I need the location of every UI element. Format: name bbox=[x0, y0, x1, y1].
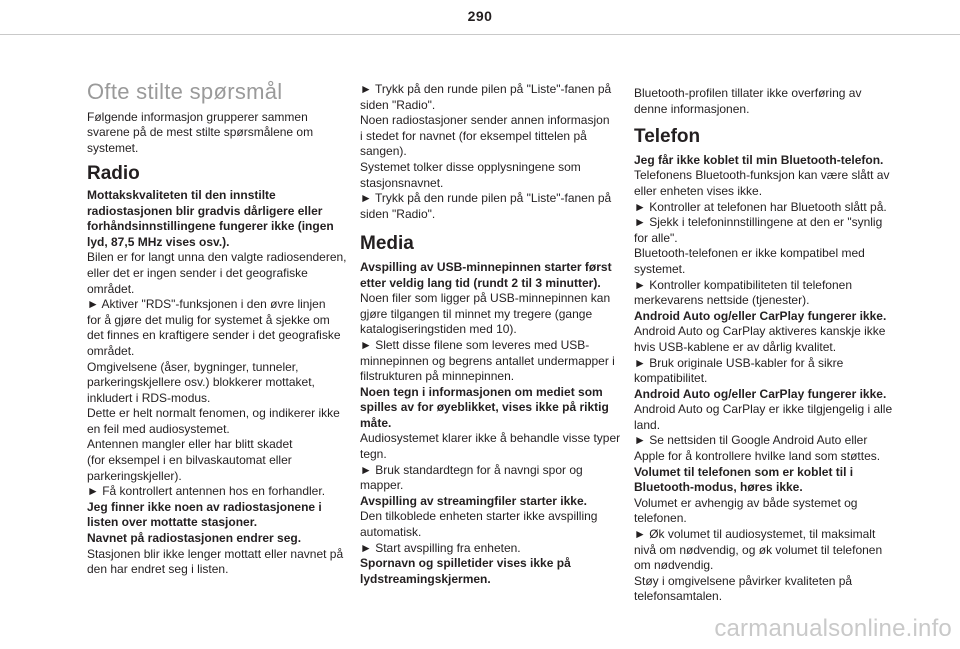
telefon-section-body bbox=[634, 153, 894, 605]
text-line: kompatibilitet. bbox=[634, 371, 708, 386]
text-line: Volumet er avhengig av både systemet og bbox=[634, 495, 858, 510]
column-left bbox=[87, 79, 359, 578]
text-line: systemet. bbox=[634, 261, 686, 276]
text-line: lydstreamingskjermen. bbox=[360, 571, 491, 586]
text-line: ► Trykk på den runde pilen på "Liste"-fanen på bbox=[360, 82, 612, 96]
text-line: sangen). bbox=[360, 144, 407, 159]
text-line: telefonen. bbox=[634, 511, 687, 526]
column-right bbox=[634, 86, 894, 605]
text-line: måte. bbox=[360, 415, 392, 430]
text-line: ► Sjekk i telefoninnstillingene at den er "synlig bbox=[634, 215, 883, 230]
text-line: mapper. bbox=[360, 478, 404, 493]
text-line: Systemet tolker disse opplysningene som bbox=[360, 159, 581, 174]
intro-text bbox=[87, 110, 359, 157]
intro-line: systemet. bbox=[87, 140, 139, 155]
text-line: eller det er ingen sender i det geografiske bbox=[87, 265, 308, 280]
text-line: Android Auto og/eller CarPlay fungerer ikke. bbox=[634, 308, 887, 323]
text-line: for alle". bbox=[634, 230, 678, 245]
text-line: Dette er helt normalt fenomen, og indikerer ikke bbox=[87, 406, 340, 421]
media-section-body bbox=[360, 260, 626, 587]
text-line: Bilen er for langt unna den valgte radiosenderen, bbox=[87, 250, 347, 265]
text-line: for å gjøre det mulig for systemet å sjekke om bbox=[87, 312, 330, 327]
text-line: Bluetooth-telefonen er ikke kompatibel med bbox=[634, 246, 865, 261]
radio-section-body bbox=[87, 188, 359, 578]
text-line: Omgivelsene (åser, bygninger, tunneler, bbox=[87, 359, 299, 374]
text-line: Avspilling av USB-minnepinnen starter først bbox=[360, 259, 612, 274]
text-line: Audiosystemet klarer ikke å behandle visse typer bbox=[360, 431, 621, 446]
text-line: Navnet på radiostasjonen endrer seg. bbox=[87, 531, 302, 546]
text-line: Volumet til telefonen som er koblet til i bbox=[634, 464, 854, 479]
text-line: den har endret seg i listen. bbox=[87, 562, 229, 577]
text-line: Noen tegn i informasjonen om mediet som bbox=[360, 384, 603, 399]
text-line: området. bbox=[87, 281, 135, 296]
text-line: området. bbox=[87, 343, 135, 358]
watermark: carmanualsonline.info bbox=[714, 615, 952, 642]
column-middle bbox=[360, 82, 626, 587]
header-divider bbox=[0, 34, 960, 35]
text-line: Android Auto og CarPlay aktiveres kanskje ikke bbox=[634, 324, 886, 339]
text-line: Jeg finner ikke noen av radiostasjonene i bbox=[87, 499, 322, 514]
text-line: ► Bruk standardtegn for å navngi spor og bbox=[360, 462, 583, 477]
text-line: det finnes en kraftigere sender i det geografiske bbox=[87, 328, 341, 343]
text-line: Bluetooth-modus, høres ikke. bbox=[634, 480, 803, 495]
text-line: merkevarens nettside (tjenester). bbox=[634, 293, 810, 308]
text-line: ► Aktiver "RDS"-funksjonen i den øvre linjen bbox=[87, 297, 326, 312]
text-line: Jeg får ikke koblet til min Bluetooth-telefon. bbox=[634, 152, 884, 167]
text-line: Android Auto og CarPlay er ikke tilgjengelig i alle bbox=[634, 402, 893, 417]
text-line: ► Kontroller kompatibiliteten til telefonen bbox=[634, 277, 852, 292]
text-line: ► Slett disse filene som leveres med USB- bbox=[360, 337, 590, 352]
page-title: Ofte stilte spørsmål bbox=[87, 79, 283, 104]
text-line: siden "Radio". bbox=[360, 206, 436, 221]
text-line: om nødvendig. bbox=[634, 558, 714, 573]
text-line: tegn. bbox=[360, 447, 387, 462]
text-line: Noen radiostasjoner sender annen informasjon bbox=[360, 113, 610, 128]
text-line: ► Trykk på den runde pilen på "Liste"-fanen på bbox=[360, 191, 612, 206]
section-heading-radio: Radio bbox=[87, 163, 140, 185]
text-line: Avspilling av streamingfiler starter ikke. bbox=[360, 493, 587, 508]
text-line: gjøre tilgangen til minnet my tregere (gange bbox=[360, 306, 593, 321]
text-line: inkludert i RDS-modus. bbox=[87, 390, 211, 405]
text-line: Mottakskvaliteten til den innstilte bbox=[87, 187, 276, 202]
text-line: ► Kontroller at telefonen har Bluetooth slått på. bbox=[634, 199, 887, 214]
section-heading-media: Media bbox=[360, 233, 414, 255]
text-line: ► Se nettsiden til Google Android Auto eller bbox=[634, 433, 868, 448]
text-line: telefonsamtalen. bbox=[634, 589, 723, 604]
text-line: Bluetooth-profilen tillater ikke overføring av bbox=[634, 86, 862, 100]
text-line: Noen filer som ligger på USB-minnepinnen kan bbox=[360, 291, 611, 306]
text-line: Spornavn og spilletider vises ikke på bbox=[360, 556, 571, 571]
text-line: ► Øk volumet til audiosystemet, til maksimalt bbox=[634, 527, 876, 542]
text-line: hvis USB-kablene er av dårlig kvalitet. bbox=[634, 339, 837, 354]
text-line: Android Auto og/eller CarPlay fungerer ikke. bbox=[634, 386, 887, 401]
text-line: radiostasjonen blir gradvis dårligere eller bbox=[87, 203, 323, 218]
text-line: listen over mottatte stasjoner. bbox=[87, 515, 258, 530]
text-line: spilles av for øyeblikket, vises ikke på riktig bbox=[360, 400, 609, 415]
text-line: Apple for å kontrollere hvilke land som støttes. bbox=[634, 449, 881, 464]
text-line: Stasjonen blir ikke lenger mottatt eller navnet på bbox=[87, 546, 344, 561]
section-heading-telefon: Telefon bbox=[634, 126, 701, 148]
text-line: ► Få kontrollert antennen hos en forhandler. bbox=[87, 484, 326, 499]
text-line: nivå om nødvendig, og øk volumet til telefonen bbox=[634, 542, 883, 557]
text-line: Antennen mangler eller har blitt skadet bbox=[87, 437, 293, 452]
text-line: ► Start avspilling fra enheten. bbox=[360, 540, 521, 555]
intro-line: svarene på de mest stilte spørsmålene om bbox=[87, 125, 314, 140]
intro-line: Følgende informasjon grupperer sammen bbox=[87, 109, 308, 124]
text-line: ► Bruk originale USB-kabler for å sikre bbox=[634, 355, 844, 370]
text-line: etter veldig lang tid (rundt 2 til 3 minutter). bbox=[360, 275, 601, 290]
text-line: eller enheten vises ikke. bbox=[634, 183, 763, 198]
text-line: en feil med audiosystemet. bbox=[87, 421, 230, 436]
text-line: stasjonsnavnet. bbox=[360, 175, 444, 190]
text-line: parkeringskjeller). bbox=[87, 468, 182, 483]
media-section-continued bbox=[634, 86, 894, 117]
text-line: (for eksempel i en bilvaskautomat eller bbox=[87, 453, 292, 468]
text-line: parkeringskjellere osv.) blokkerer mottaket, bbox=[87, 375, 315, 390]
text-line: lyd, 87,5 MHz vises osv.). bbox=[87, 234, 230, 249]
radio-section-continued bbox=[360, 82, 626, 222]
text-line: Støy i omgivelsene påvirker kvaliteten på bbox=[634, 573, 853, 588]
text-line: i stedet for navnet (for eksempel tittelen på bbox=[360, 128, 587, 143]
text-line: denne informasjonen. bbox=[634, 101, 750, 116]
text-line: Telefonens Bluetooth-funksjon kan være slått av bbox=[634, 168, 890, 183]
text-line: land. bbox=[634, 417, 661, 432]
text-line: Den tilkoblede enheten starter ikke avspilling bbox=[360, 509, 598, 524]
text-line: siden "Radio". bbox=[360, 97, 436, 112]
text-line: minnepinnen og begrens antallet undermapper i bbox=[360, 353, 615, 368]
page-number: 290 bbox=[467, 8, 493, 24]
text-line: forhåndsinnstillingene fungerer ikke (ingen bbox=[87, 219, 334, 234]
text-line: automatisk. bbox=[360, 525, 422, 540]
text-line: katalogiseringstiden med 10). bbox=[360, 322, 517, 337]
text-line: filstrukturen på minnepinnen. bbox=[360, 369, 515, 384]
